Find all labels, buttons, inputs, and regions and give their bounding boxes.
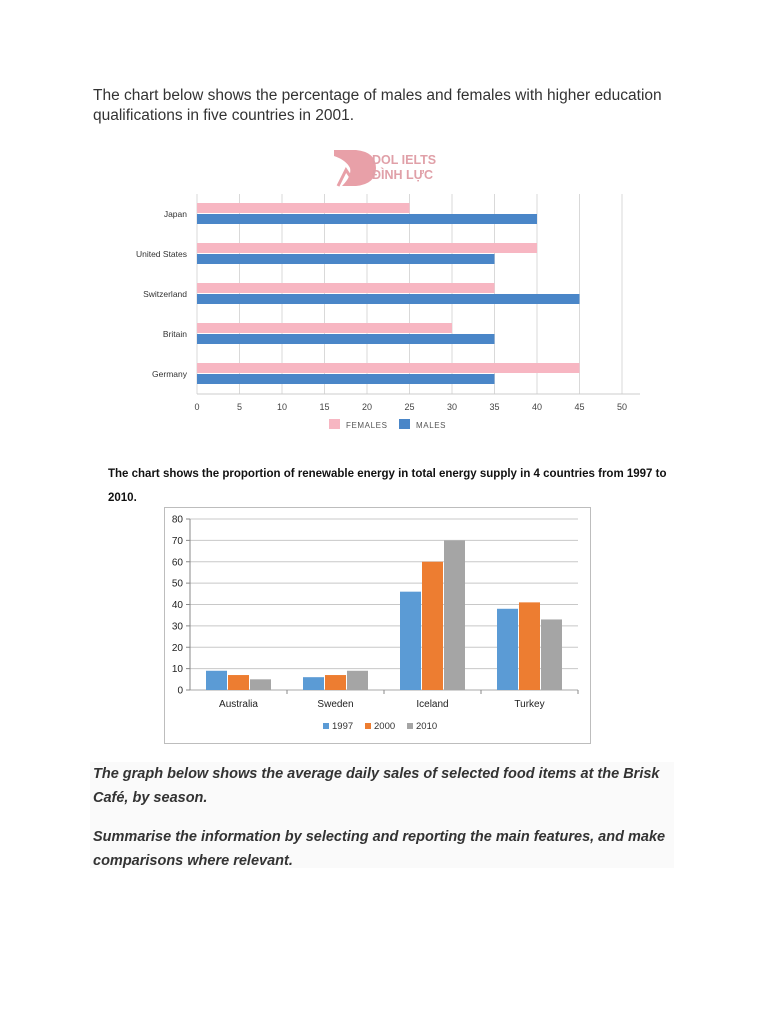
chart2-legend-swatch-1997 <box>323 723 329 729</box>
chart1-x-tick-5: 5 <box>236 402 243 412</box>
chart2-y-tick-40: 40 <box>171 600 183 611</box>
chart1-x-tick-30: 30 <box>446 402 458 412</box>
chart1-x-tick-10: 10 <box>276 402 288 412</box>
chart2-category-sweden: Sweden <box>317 699 354 710</box>
chart1-bar-switzerland-females <box>197 283 495 293</box>
chart2-title: The chart shows the proportion of renewable energy in total energy supply in 4 countries from 1997 to 2010. <box>108 468 667 504</box>
chart1-x-tick-50: 50 <box>616 402 628 412</box>
chart2-legend <box>323 721 437 732</box>
chart2-bar-sweden-2000 <box>325 675 346 690</box>
chart1-legend-swatch-females <box>329 419 340 429</box>
chart2-y-tick-10: 10 <box>171 664 183 676</box>
chart2-bar-iceland-2010 <box>444 540 465 690</box>
chart1-category-labels <box>136 209 188 379</box>
chart1-x-tick-25: 25 <box>404 402 415 412</box>
chart1-category-japan: Japan <box>163 209 187 219</box>
chart2-bar-australia-1997 <box>206 671 227 690</box>
chart1-category-germany: Germany <box>152 369 187 379</box>
chart1-x-tick-40: 40 <box>531 402 543 412</box>
task-paragraph-2: Summarise the information by selecting and reporting the main features, and make comparisons where relevant. <box>93 829 666 869</box>
chart2-y-tick-60: 60 <box>171 557 183 569</box>
chart2-legend-label-2010: 2010 <box>416 721 438 732</box>
chart1-x-tick-45: 45 <box>574 402 585 412</box>
chart1-legend-swatch-males <box>399 419 410 429</box>
chart2-bars <box>206 540 562 690</box>
chart1-tick-labels <box>194 402 627 412</box>
chart1-legend <box>329 419 446 430</box>
chart2-y-tick-0: 0 <box>177 685 183 697</box>
chart1-bar-switzerland-males <box>197 294 580 304</box>
intro-text: The chart below shows the percentage of males and females with higher education qualifications in five countries in 2001. <box>93 87 662 124</box>
task-paragraph-1: The graph below shows the average daily sales of selected food items at the Brisk Café, by season. <box>93 766 660 806</box>
chart1-x-tick-0: 0 <box>194 402 200 412</box>
chart1-bar-germany-males <box>197 374 495 384</box>
chart2-y-tick-30: 30 <box>171 621 183 633</box>
chart2-category-labels <box>219 699 545 710</box>
chart2-bar-turkey-1997 <box>497 609 518 690</box>
chart2-category-australia: Australia <box>219 699 258 710</box>
chart1-x-tick-20: 20 <box>361 402 373 412</box>
chart1-bars <box>197 203 580 384</box>
chart1-bar-britain-males <box>197 334 495 344</box>
chart2-svg <box>165 508 590 743</box>
chart1-bar-japan-females <box>197 203 410 213</box>
chart2-bar-iceland-1997 <box>400 592 421 690</box>
chart2-y-tick-20: 20 <box>171 642 183 654</box>
chart2-bar-sweden-2010 <box>347 671 368 690</box>
chart2-bar-australia-2000 <box>228 675 249 690</box>
chart2-bar-iceland-2000 <box>422 562 443 690</box>
chart1-bar-united-states-females <box>197 243 537 253</box>
chart1-category-britain: Britain <box>162 329 187 339</box>
chart2-legend-swatch-2000 <box>365 723 371 729</box>
chart2-bar-turkey-2000 <box>519 602 540 690</box>
chart1-x-tick-15: 15 <box>319 402 330 412</box>
chart1-legend-label-males: MALES <box>416 421 447 430</box>
chart1-bar-germany-females <box>197 363 580 373</box>
chart2-category-iceland: Iceland <box>416 699 449 710</box>
dol-logo <box>334 150 436 186</box>
logo-line2: ĐÌNH LỰC <box>372 168 434 182</box>
chart2-tick-labels <box>172 515 184 697</box>
chart1-legend-label-females: FEMALES <box>346 421 388 430</box>
chart2-y-tick-70: 70 <box>171 535 183 547</box>
chart1-bar-united-states-males <box>197 254 495 264</box>
chart2-bar-australia-2010 <box>250 679 271 690</box>
task-instructions <box>90 762 674 868</box>
chart2-legend-swatch-2010 <box>407 723 413 729</box>
chart2-legend-label-2000: 2000 <box>374 721 396 732</box>
chart2-legend-label-1997: 1997 <box>332 721 354 732</box>
chart2-bar-turkey-2010 <box>541 619 562 690</box>
chart1-bar-japan-males <box>197 214 537 224</box>
chart1-category-switzerland: Switzerland <box>143 289 187 299</box>
chart1-x-tick-35: 35 <box>489 402 500 412</box>
chart2-y-tick-80: 80 <box>171 514 183 526</box>
chart2-y-tick-50: 50 <box>171 578 183 590</box>
chart-renewable-energy <box>164 507 591 744</box>
chart2-bar-sweden-1997 <box>303 677 324 690</box>
chart1-svg <box>94 130 674 448</box>
chart2-category-turkey: Turkey <box>514 699 545 710</box>
chart-education-qualifications <box>94 130 674 448</box>
chart1-category-united-states: United States <box>135 249 187 259</box>
logo-line1: DOL IELTS <box>372 153 437 167</box>
chart1-bar-britain-females <box>197 323 452 333</box>
